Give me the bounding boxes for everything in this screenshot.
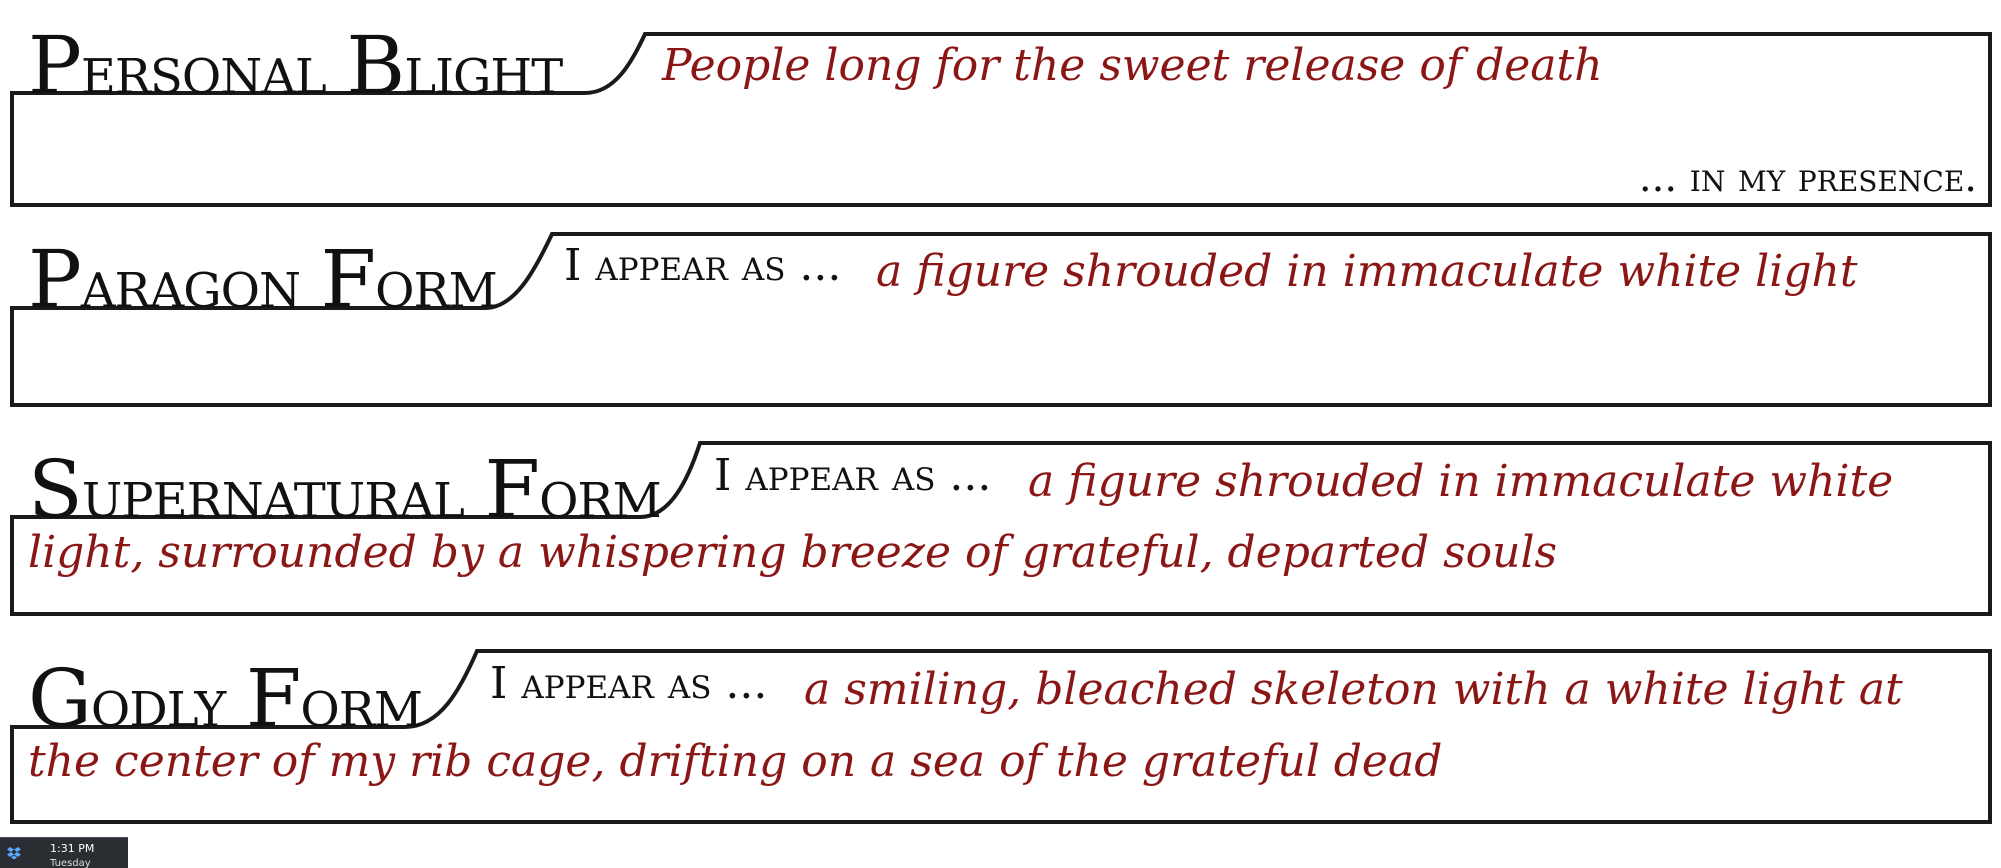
supernatural-form-label: I appear as ... — [714, 450, 992, 501]
godly-form-entry-line1: a smiling, bleached skeleton with a white light at — [804, 664, 1903, 715]
paragon-form-label: I appear as ... — [564, 240, 842, 291]
taskbar — [0, 837, 128, 868]
godly-form-entry-line2: the center of my rib cage, drifting on a sea of the grateful dead — [28, 736, 1443, 787]
paragon-form-heading: Paragon Form — [28, 233, 497, 326]
personal-blight-suffix: ... in my presence. — [1638, 155, 1977, 201]
taskbar-day[interactable]: Tuesday — [50, 858, 91, 868]
personal-blight-entry: People long for the sweet release of death — [662, 40, 1603, 91]
personal-blight-heading: Personal Blight — [28, 19, 563, 112]
dropbox-icon[interactable] — [7, 846, 21, 860]
supernatural-form-heading: Supernatural Form — [28, 443, 661, 536]
taskbar-clock[interactable]: 1:31 PM — [50, 842, 95, 855]
supernatural-form-entry-line2: light, surrounded by a whispering breeze of grateful, departed souls — [28, 527, 1558, 578]
supernatural-form-entry-line1: a figure shrouded in immaculate white — [1028, 456, 1894, 507]
godly-form-label: I appear as ... — [490, 658, 768, 709]
godly-form-heading: Godly Form — [28, 652, 423, 745]
paragon-form-entry: a figure shrouded in immaculate white light — [876, 246, 1858, 297]
